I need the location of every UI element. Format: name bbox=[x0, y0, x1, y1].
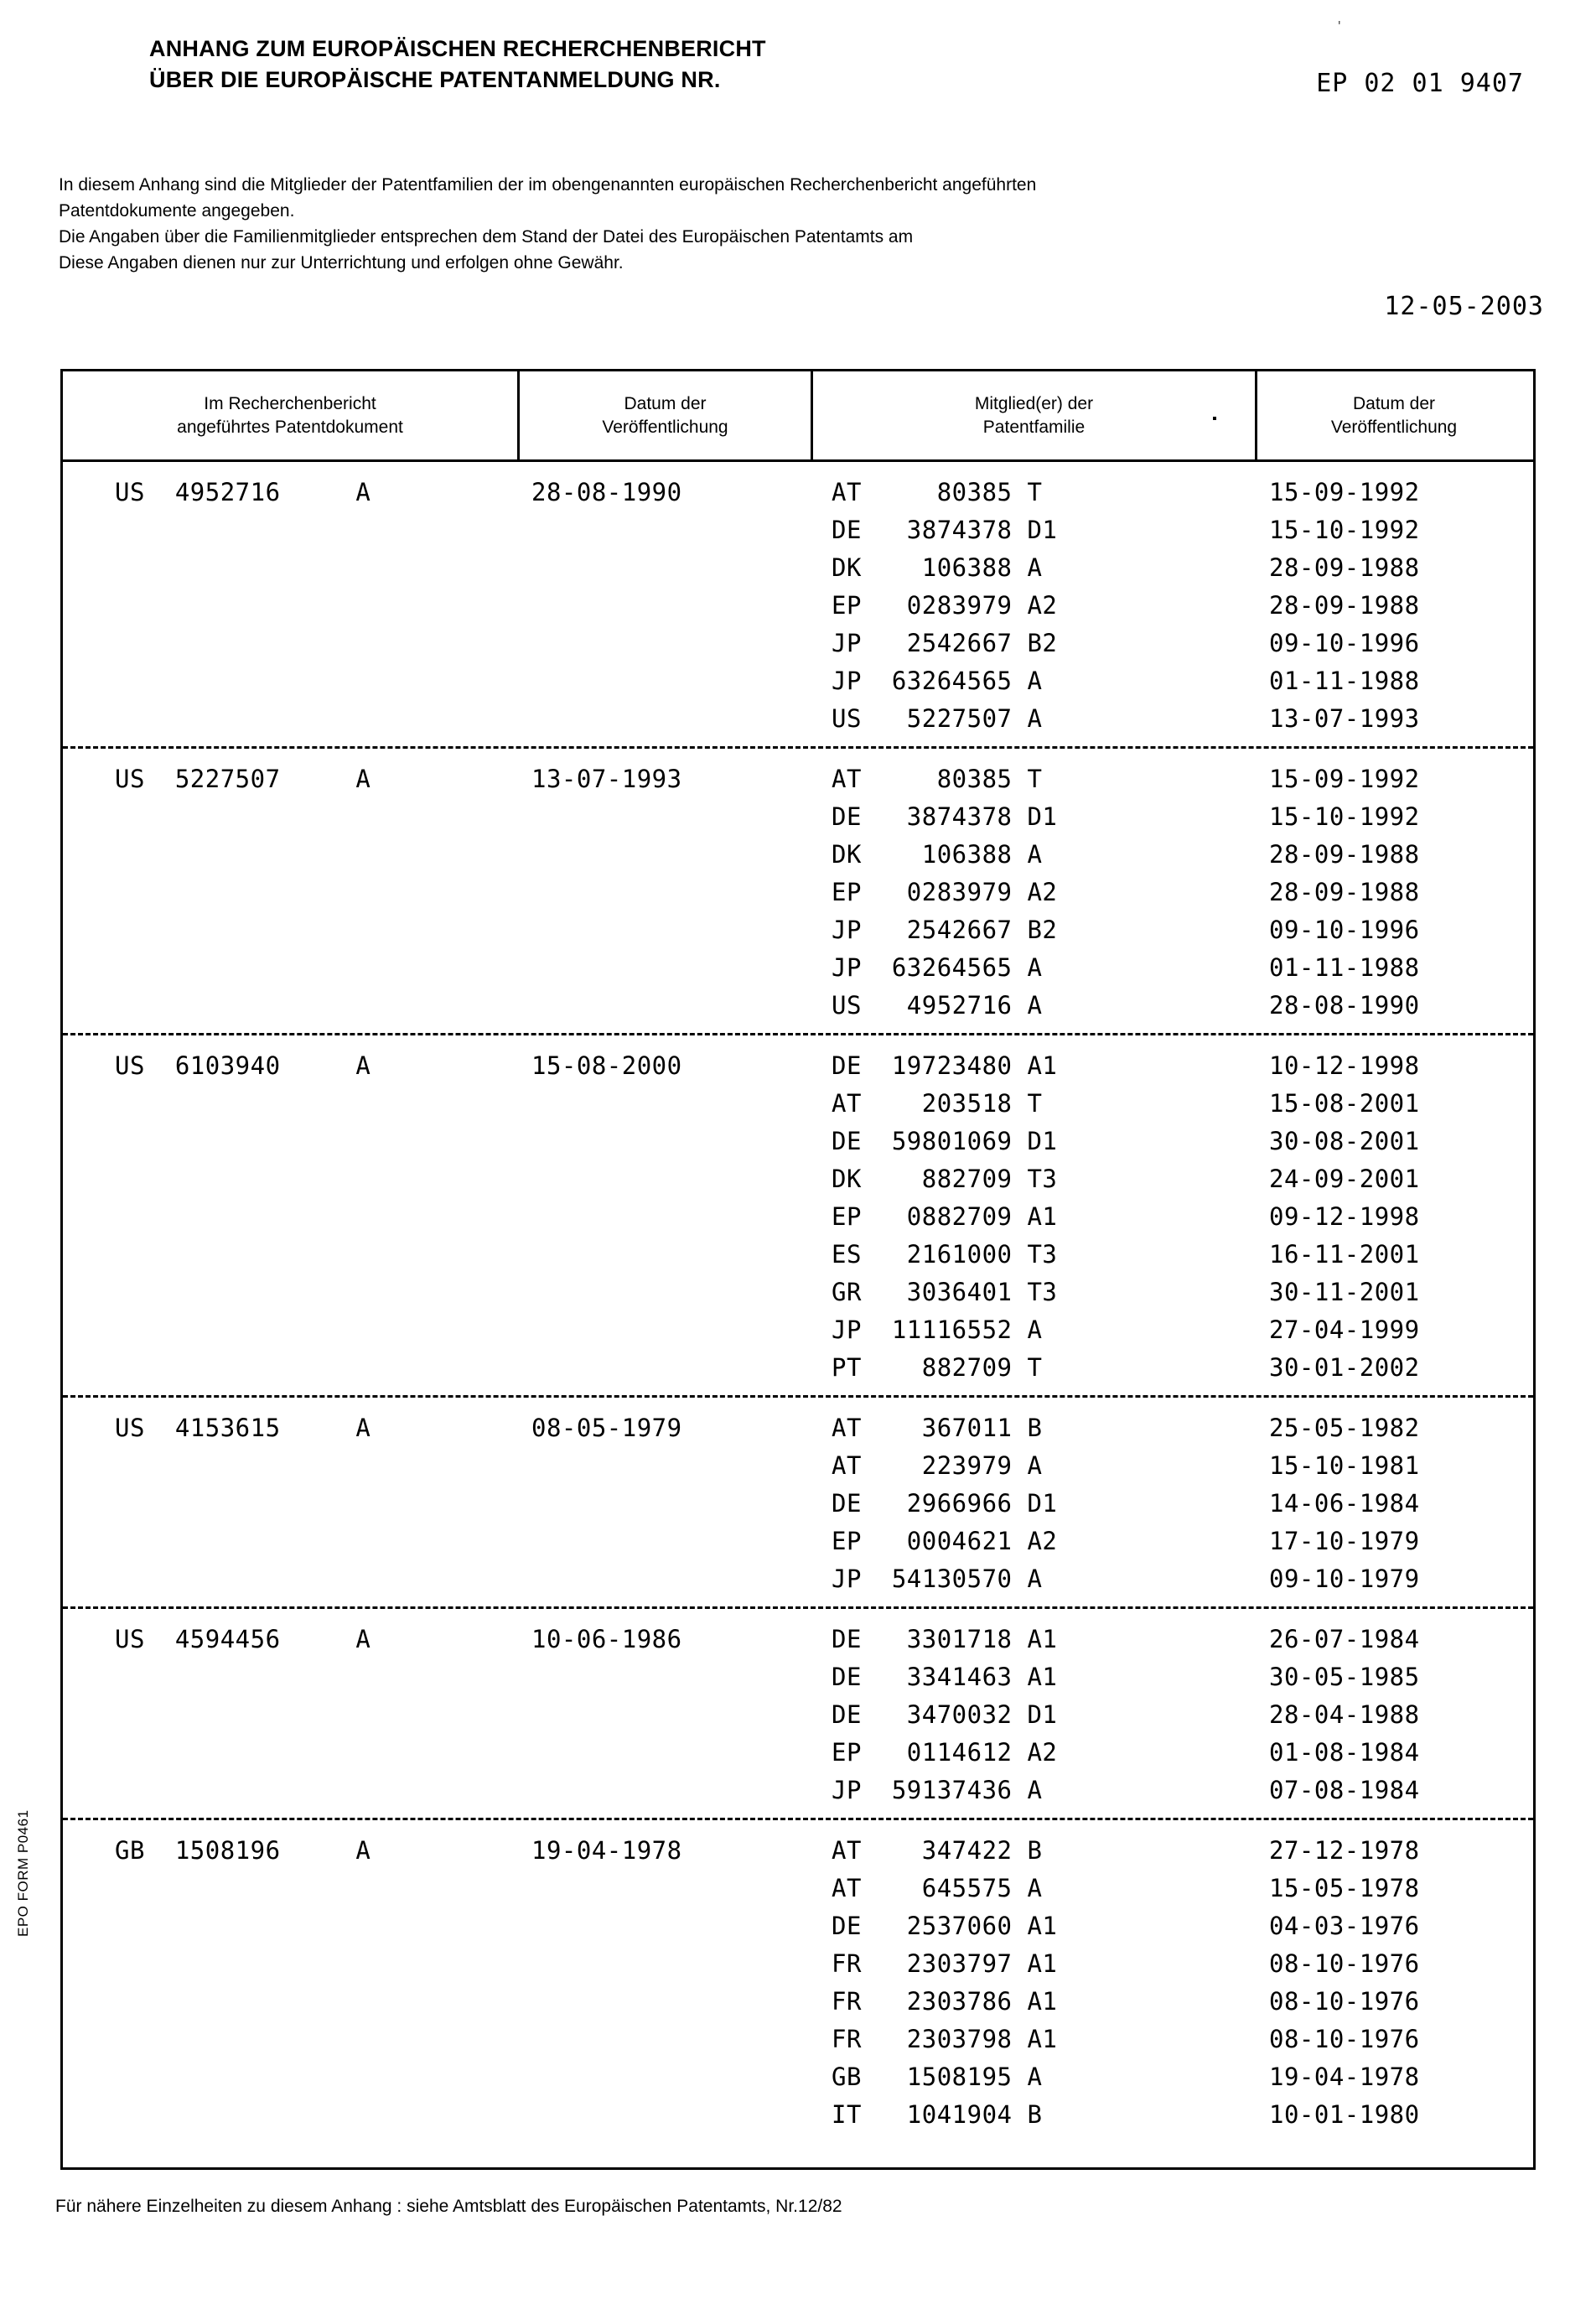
family-member: GR 3036401 T3 bbox=[832, 1278, 1058, 1306]
family-member: FR 2303797 A1 bbox=[832, 1949, 1058, 1978]
family-member-date: 01-11-1988 bbox=[1269, 953, 1420, 982]
family-member: AT 80385 T bbox=[832, 478, 1043, 506]
table-body bbox=[63, 462, 1533, 2142]
family-member: DK 106388 A bbox=[832, 840, 1043, 869]
family-member-list bbox=[813, 760, 1257, 1025]
family-member-date: 09-10-1979 bbox=[1269, 1565, 1420, 1593]
document-header bbox=[149, 34, 1532, 96]
family-member-date: 17-10-1979 bbox=[1269, 1527, 1420, 1555]
family-member-date: 08-10-1976 bbox=[1269, 1949, 1420, 1978]
family-member-list bbox=[813, 1409, 1257, 1598]
family-member: EP 0283979 A2 bbox=[832, 878, 1058, 906]
family-member: AT 645575 A bbox=[832, 1874, 1043, 1902]
family-member: AT 367011 B bbox=[832, 1414, 1043, 1442]
family-member-list bbox=[813, 1621, 1257, 1809]
family-member: DE 3470032 D1 bbox=[832, 1700, 1058, 1729]
family-member-date: 04-03-1976 bbox=[1269, 1912, 1420, 1940]
table-row bbox=[63, 1033, 1533, 1395]
family-member: JP 54130570 A bbox=[832, 1565, 1043, 1593]
table-row-inner bbox=[63, 1832, 1533, 2134]
family-member-date: 14-06-1984 bbox=[1269, 1489, 1420, 1518]
family-member: DE 3874378 D1 bbox=[832, 516, 1058, 544]
family-member-date: 07-08-1984 bbox=[1269, 1776, 1420, 1804]
family-member: AT 347422 B bbox=[832, 1836, 1043, 1865]
family-member-date: 10-12-1998 bbox=[1269, 1051, 1420, 1080]
family-member-date: 28-09-1988 bbox=[1269, 591, 1420, 620]
family-member-date: 28-09-1988 bbox=[1269, 878, 1420, 906]
cited-patent-document: GB 1508196 A bbox=[115, 1836, 371, 1865]
family-member: DE 3874378 D1 bbox=[832, 802, 1058, 831]
family-member: EP 0283979 A2 bbox=[832, 591, 1058, 620]
family-member: AT 223979 A bbox=[832, 1451, 1043, 1480]
family-member-date: 15-08-2001 bbox=[1269, 1089, 1420, 1118]
cited-patent-document: US 4952716 A bbox=[115, 478, 371, 506]
family-member-list bbox=[813, 1047, 1257, 1387]
family-member: IT 1041904 B bbox=[832, 2100, 1043, 2129]
cited-patent-document: US 4594456 A bbox=[115, 1625, 371, 1653]
family-member-date: 27-12-1978 bbox=[1269, 1836, 1420, 1865]
page-title-line2: ÜBER DIE EUROPÄISCHE PATENTANMELDUNG NR. bbox=[149, 67, 721, 92]
column-header-family-publication-date: Datum der Veröffentlichung bbox=[1330, 393, 1458, 437]
family-member-date: 09-12-1998 bbox=[1269, 1202, 1420, 1231]
table-row-inner bbox=[63, 760, 1533, 1025]
family-member: DK 106388 A bbox=[832, 553, 1043, 582]
cited-patent-document: US 4153615 A bbox=[115, 1414, 371, 1442]
family-member: AT 203518 T bbox=[832, 1089, 1043, 1118]
family-member-date: 15-10-1992 bbox=[1269, 802, 1420, 831]
family-member-date: 15-09-1992 bbox=[1269, 478, 1420, 506]
family-member-date: 30-08-2001 bbox=[1269, 1127, 1420, 1155]
family-member: JP 63264565 A bbox=[832, 667, 1043, 695]
family-date-list bbox=[1257, 1832, 1531, 2134]
family-date-list bbox=[1257, 1047, 1531, 1387]
family-member-date: 30-11-2001 bbox=[1269, 1278, 1420, 1306]
family-member-date: 09-10-1996 bbox=[1269, 629, 1420, 657]
family-member-date: 16-11-2001 bbox=[1269, 1240, 1420, 1269]
table-row-inner bbox=[63, 1047, 1533, 1387]
family-member: FR 2303798 A1 bbox=[832, 2025, 1058, 2053]
report-date: 12-05-2003 bbox=[1384, 292, 1544, 321]
family-member-date: 15-10-1992 bbox=[1269, 516, 1420, 544]
cited-publication-date: 10-06-1986 bbox=[531, 1625, 682, 1653]
family-date-list bbox=[1257, 1409, 1531, 1598]
family-member: FR 2303786 A1 bbox=[832, 1987, 1058, 2016]
family-member-date: 01-11-1988 bbox=[1269, 667, 1420, 695]
cited-patent-document: US 6103940 A bbox=[115, 1051, 371, 1080]
registration-mark: ' bbox=[1338, 18, 1341, 35]
family-member-date: 13-07-1993 bbox=[1269, 704, 1420, 733]
family-member: JP 63264565 A bbox=[832, 953, 1043, 982]
family-member: DE 3301718 A1 bbox=[832, 1625, 1058, 1653]
column-header-cited-document: Im Recherchenbericht angeführtes Patentdokument bbox=[63, 371, 520, 459]
family-member-date: 30-01-2002 bbox=[1269, 1353, 1420, 1382]
intro-line-2: Patentdokumente angegeben. bbox=[59, 201, 295, 221]
family-member-date: 08-10-1976 bbox=[1269, 2025, 1420, 2053]
family-member: AT 80385 T bbox=[832, 765, 1043, 793]
family-member: US 5227507 A bbox=[832, 704, 1043, 733]
cited-publication-date: 15-08-2000 bbox=[531, 1051, 682, 1080]
patent-family-table bbox=[60, 369, 1536, 2170]
family-member: DE 19723480 A1 bbox=[832, 1051, 1058, 1080]
table-row bbox=[63, 1395, 1533, 1606]
family-member-date: 15-10-1981 bbox=[1269, 1451, 1420, 1480]
page-title-line1: ANHANG ZUM EUROPÄISCHEN RECHERCHENBERICHT bbox=[149, 36, 766, 61]
family-member-date: 28-08-1990 bbox=[1269, 991, 1420, 1020]
family-member-date: 28-09-1988 bbox=[1269, 840, 1420, 869]
intro-paragraph bbox=[59, 172, 1559, 276]
intro-line-4: Diese Angaben dienen nur zur Unterrichtung und erfolgen ohne Gewähr. bbox=[59, 253, 624, 272]
family-member: DE 3341463 A1 bbox=[832, 1663, 1058, 1691]
family-member: PT 882709 T bbox=[832, 1353, 1043, 1382]
family-member: JP 11116552 A bbox=[832, 1315, 1043, 1344]
family-member-date: 27-04-1999 bbox=[1269, 1315, 1420, 1344]
page-title bbox=[149, 34, 1138, 96]
family-member-list bbox=[813, 474, 1257, 738]
column-header-publication-date: Datum der Veröffentlichung bbox=[520, 371, 813, 459]
family-member: DK 882709 T3 bbox=[832, 1165, 1058, 1193]
cited-patent-document: US 5227507 A bbox=[115, 765, 371, 793]
family-member-date: 09-10-1996 bbox=[1269, 916, 1420, 944]
family-member: EP 0114612 A2 bbox=[832, 1738, 1058, 1767]
family-member-date: 10-01-1980 bbox=[1269, 2100, 1420, 2129]
table-row-inner bbox=[63, 1621, 1533, 1809]
family-member-date: 15-05-1978 bbox=[1269, 1874, 1420, 1902]
family-member: JP 2542667 B2 bbox=[832, 629, 1058, 657]
family-member-list bbox=[813, 1832, 1257, 2134]
family-member-date: 08-10-1976 bbox=[1269, 1987, 1420, 2016]
family-date-list bbox=[1257, 474, 1531, 738]
family-member: GB 1508195 A bbox=[832, 2063, 1043, 2091]
cited-publication-date: 28-08-1990 bbox=[531, 478, 682, 506]
family-member: US 4952716 A bbox=[832, 991, 1043, 1020]
family-member: EP 0004621 A2 bbox=[832, 1527, 1058, 1555]
cited-publication-date: 13-07-1993 bbox=[531, 765, 682, 793]
family-member: ES 2161000 T3 bbox=[832, 1240, 1058, 1269]
family-member: JP 59137436 A bbox=[832, 1776, 1043, 1804]
table-header-row bbox=[63, 371, 1533, 462]
family-member-date: 24-09-2001 bbox=[1269, 1165, 1420, 1193]
table-row bbox=[63, 746, 1533, 1033]
column-header-family-members: Mitglied(er) der Patentfamilie bbox=[813, 371, 1257, 459]
family-member: DE 2537060 A1 bbox=[832, 1912, 1058, 1940]
family-member-date: 28-09-1988 bbox=[1269, 553, 1420, 582]
family-date-list bbox=[1257, 1621, 1531, 1809]
family-member-date: 28-04-1988 bbox=[1269, 1700, 1420, 1729]
cited-publication-date: 08-05-1979 bbox=[531, 1414, 682, 1442]
family-member-date: 30-05-1985 bbox=[1269, 1663, 1420, 1691]
intro-line-3: Die Angaben über die Familienmitglieder entsprechen dem Stand der Datei des Europäischen Patentamts am bbox=[59, 227, 914, 246]
family-member: DE 59801069 D1 bbox=[832, 1127, 1058, 1155]
table-row bbox=[63, 462, 1533, 746]
family-member: JP 2542667 B2 bbox=[832, 916, 1058, 944]
family-date-list bbox=[1257, 760, 1531, 1025]
footer-note: Für nähere Einzelheiten zu diesem Anhang : siehe Amtsblatt des Europäischen Patentamts, Nr.12/82 bbox=[55, 2197, 842, 2216]
family-member: EP 0882709 A1 bbox=[832, 1202, 1058, 1231]
table-row-inner bbox=[63, 1409, 1533, 1598]
header-dot-mark bbox=[1213, 417, 1216, 420]
table-row bbox=[63, 1818, 1533, 2142]
cited-publication-date: 19-04-1978 bbox=[531, 1836, 682, 1865]
form-code: EPO FORM P0461 bbox=[15, 1809, 31, 1937]
intro-line-1: In diesem Anhang sind die Mitglieder der Patentfamilien der im obengenannten europäischen Recherchenbericht angeführten bbox=[59, 175, 1037, 195]
family-member-date: 26-07-1984 bbox=[1269, 1625, 1420, 1653]
application-number: EP 02 01 9407 bbox=[1316, 69, 1524, 98]
family-member-date: 15-09-1992 bbox=[1269, 765, 1420, 793]
family-member-date: 01-08-1984 bbox=[1269, 1738, 1420, 1767]
family-member-date: 19-04-1978 bbox=[1269, 2063, 1420, 2091]
family-member: DE 2966966 D1 bbox=[832, 1489, 1058, 1518]
family-member-date: 25-05-1982 bbox=[1269, 1414, 1420, 1442]
table-row-inner bbox=[63, 474, 1533, 738]
table-row bbox=[63, 1606, 1533, 1818]
